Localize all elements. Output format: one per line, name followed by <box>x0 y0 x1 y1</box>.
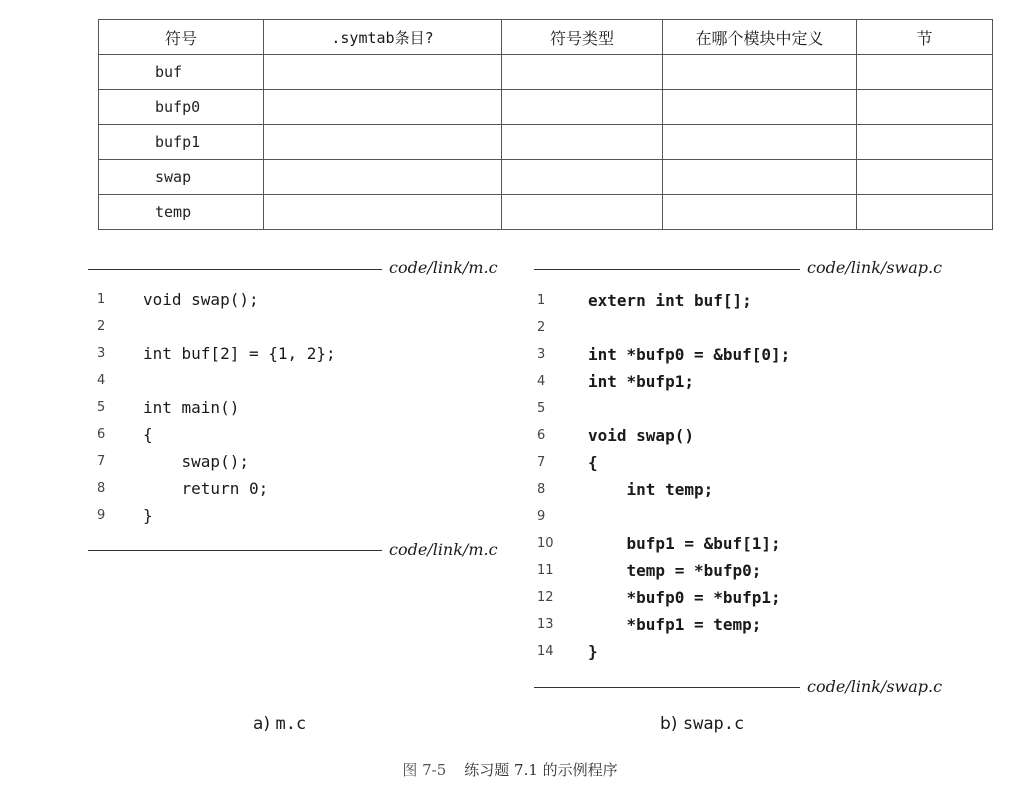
line-number: 11 <box>537 563 554 578</box>
code-text: *bufp1 = temp; <box>588 615 762 634</box>
code-text: void swap() <box>588 426 694 445</box>
line-number: 8 <box>537 482 546 497</box>
table-cell <box>502 160 663 195</box>
header-defining-module: 在哪个模块中定义 <box>663 20 857 55</box>
code-line <box>97 340 517 367</box>
symbol-name: buf <box>99 55 264 90</box>
code-text: } <box>588 642 598 661</box>
header-symtab-entry: .symtab条目? <box>264 20 502 55</box>
table-cell <box>264 195 502 230</box>
table-row <box>99 195 993 230</box>
table-cell <box>502 90 663 125</box>
table-cell <box>264 55 502 90</box>
table-cell <box>663 55 857 90</box>
code-line <box>537 341 977 368</box>
line-number: 4 <box>97 373 106 388</box>
code-line <box>97 286 517 313</box>
listing-b-bottom-path: code/link/swap.c <box>807 677 943 696</box>
line-number: 12 <box>537 590 554 605</box>
line-number: 8 <box>97 481 106 496</box>
code-line <box>537 449 977 476</box>
line-number: 2 <box>537 320 546 335</box>
listing-b-bottom-rule <box>534 687 800 688</box>
table-cell <box>857 90 993 125</box>
code-line <box>537 395 977 422</box>
symbol-name: bufp0 <box>99 90 264 125</box>
table-cell <box>857 55 993 90</box>
figure-title: 练习题 7.1 的示例程序 <box>464 761 618 779</box>
code-line <box>537 611 977 638</box>
line-number: 9 <box>97 508 106 523</box>
table-cell <box>264 160 502 195</box>
listing-a-code <box>97 286 517 529</box>
listing-a-bottom-rule <box>88 550 382 551</box>
listing-a-bottom-path: code/link/m.c <box>389 540 498 559</box>
listing-b-top-path: code/link/swap.c <box>807 258 943 277</box>
line-number: 13 <box>537 617 554 632</box>
code-line <box>537 422 977 449</box>
code-line <box>537 368 977 395</box>
line-number: 6 <box>537 428 546 443</box>
code-text: { <box>143 425 153 444</box>
table-cell <box>663 90 857 125</box>
table-cell <box>857 125 993 160</box>
header-section: 节 <box>857 20 993 55</box>
table-cell <box>502 125 663 160</box>
code-text: { <box>588 453 598 472</box>
code-line <box>97 421 517 448</box>
code-text: } <box>143 506 153 525</box>
line-number: 14 <box>537 644 554 659</box>
table-cell <box>857 195 993 230</box>
code-text: temp = *bufp0; <box>588 561 762 580</box>
code-line <box>537 314 977 341</box>
symbol-table <box>98 19 993 230</box>
table-cell <box>663 160 857 195</box>
line-number: 6 <box>97 427 106 442</box>
line-number: 4 <box>537 374 546 389</box>
line-number: 10 <box>537 536 554 551</box>
table-cell <box>663 125 857 160</box>
table-cell <box>663 195 857 230</box>
code-text: bufp1 = &buf[1]; <box>588 534 781 553</box>
line-number: 1 <box>97 292 106 307</box>
table-cell <box>264 125 502 160</box>
code-line <box>97 448 517 475</box>
symbol-name: bufp1 <box>99 125 264 160</box>
figure-number: 图 7-5 <box>402 761 447 779</box>
caption-a <box>253 714 306 734</box>
code-line <box>537 530 977 557</box>
code-text: swap(); <box>143 452 249 471</box>
code-text: int main() <box>143 398 240 417</box>
line-number: 1 <box>537 293 546 308</box>
symbol-name: swap <box>99 160 264 195</box>
code-line <box>97 367 517 394</box>
line-number: 5 <box>537 401 546 416</box>
table-cell <box>502 55 663 90</box>
listing-a-top-path: code/link/m.c <box>389 258 498 277</box>
caption-a-file: m.c <box>275 714 307 734</box>
code-text: extern int buf[]; <box>588 291 752 310</box>
code-line <box>97 502 517 529</box>
symbol-name: temp <box>99 195 264 230</box>
line-number: 7 <box>537 455 546 470</box>
listing-a-top-rule <box>88 269 382 270</box>
code-line <box>537 503 977 530</box>
table-row <box>99 125 993 160</box>
caption-b <box>660 714 744 734</box>
code-text: return 0; <box>143 479 269 498</box>
code-line <box>97 394 517 421</box>
line-number: 3 <box>97 346 106 361</box>
table-row <box>99 160 993 195</box>
caption-b-prefix: b) <box>660 714 678 734</box>
listing-b-top-rule <box>534 269 800 270</box>
line-number: 5 <box>97 400 106 415</box>
code-line <box>537 584 977 611</box>
line-number: 9 <box>537 509 546 524</box>
code-line <box>537 476 977 503</box>
code-text: int *bufp1; <box>588 372 694 391</box>
code-line <box>537 557 977 584</box>
code-text: int buf[2] = {1, 2}; <box>143 344 336 363</box>
code-text: int *bufp0 = &buf[0]; <box>588 345 791 364</box>
line-number: 2 <box>97 319 106 334</box>
code-line <box>537 638 977 665</box>
caption-b-file: swap.c <box>682 714 745 734</box>
table-header-row <box>99 20 993 55</box>
code-line <box>97 313 517 340</box>
header-symbol-type: 符号类型 <box>502 20 663 55</box>
code-line <box>97 475 517 502</box>
table-cell <box>857 160 993 195</box>
table-row <box>99 90 993 125</box>
code-line <box>537 287 977 314</box>
code-text: void swap(); <box>143 290 259 309</box>
line-number: 3 <box>537 347 546 362</box>
header-symbol: 符号 <box>99 20 264 55</box>
figure-caption <box>0 759 1020 780</box>
table-row <box>99 55 993 90</box>
caption-a-prefix: a) <box>253 714 271 734</box>
code-text: *bufp0 = *bufp1; <box>588 588 781 607</box>
table-cell <box>264 90 502 125</box>
line-number: 7 <box>97 454 106 469</box>
listing-b-code <box>537 287 977 665</box>
code-text: int temp; <box>588 480 714 499</box>
table-cell <box>502 195 663 230</box>
